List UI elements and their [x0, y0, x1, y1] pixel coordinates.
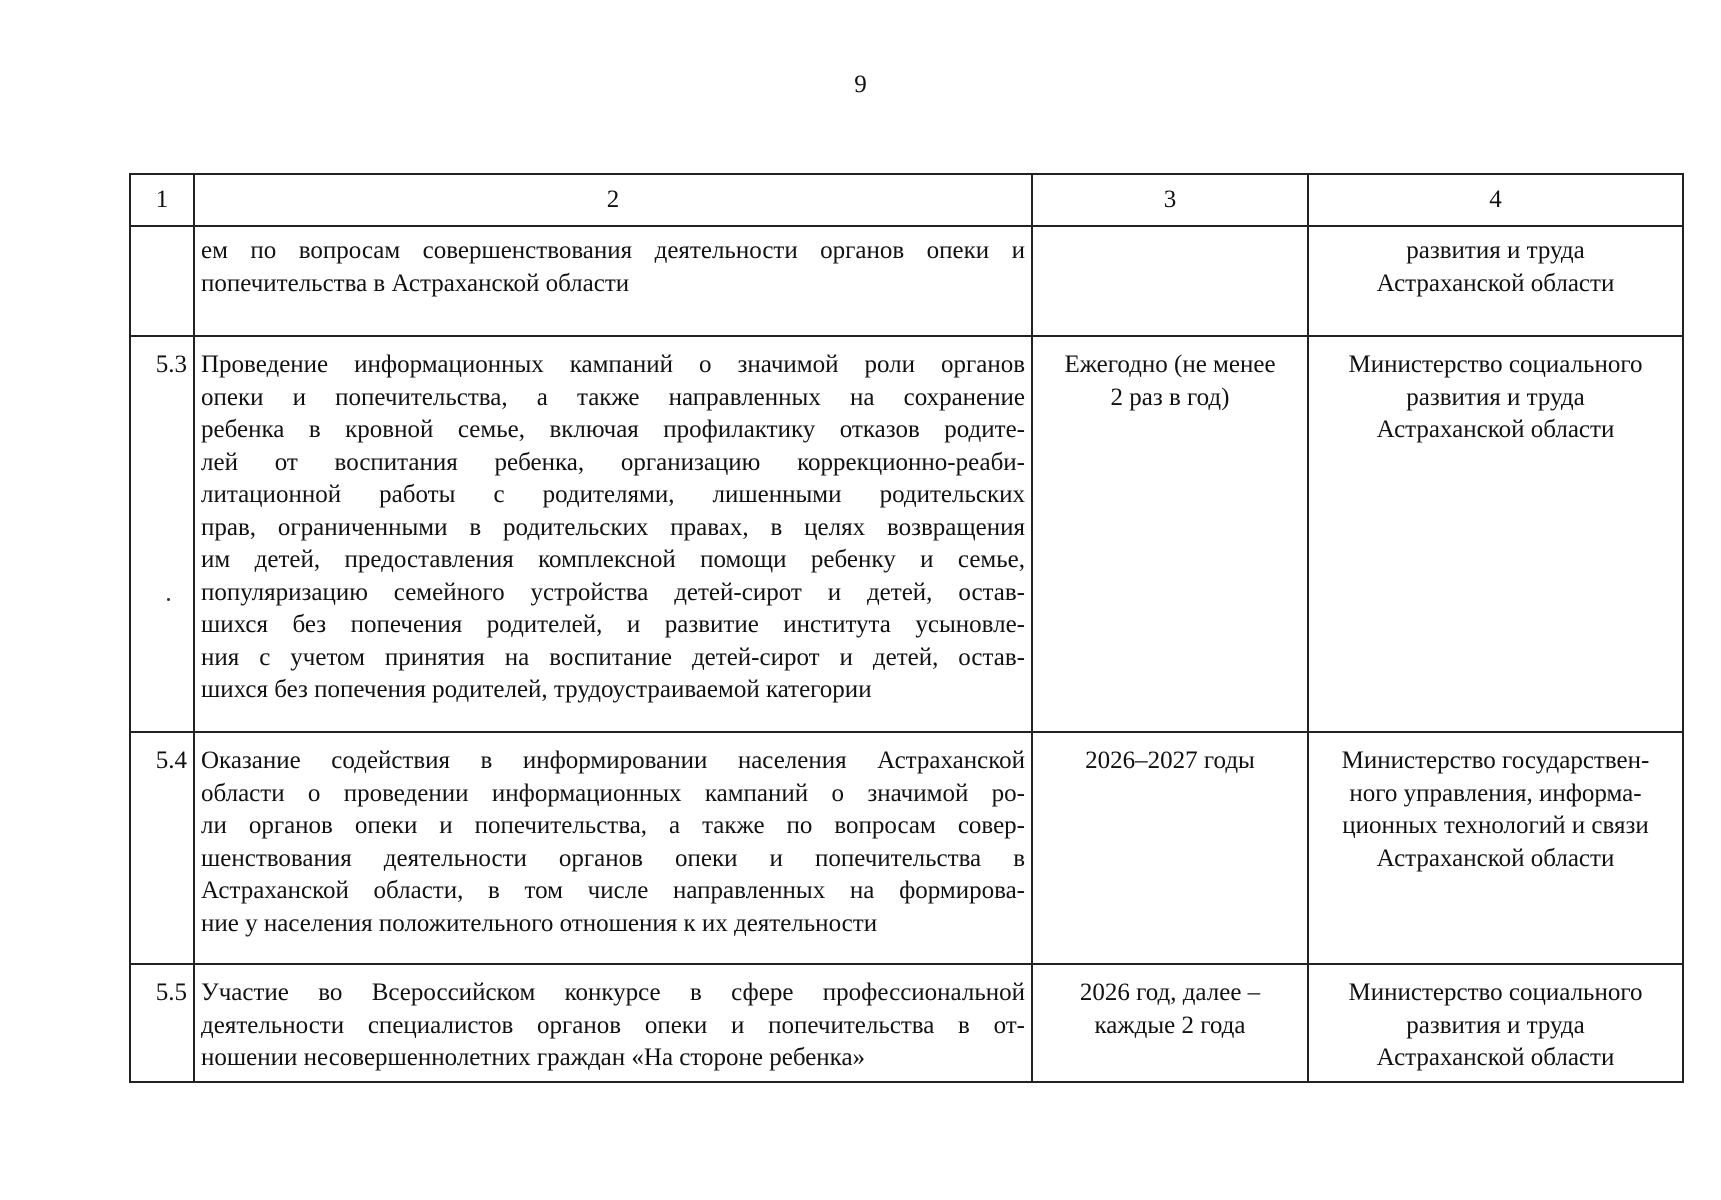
- responsible-line: развития и труда: [1406, 1011, 1585, 1039]
- description-line: Астраханской области, в том числе направленных на формирова-: [201, 877, 1025, 904]
- description-line: ребенка в кровной семье, включая профилактику отказов родите-: [201, 416, 1025, 443]
- row-responsible: [1308, 964, 1683, 1082]
- responsible-line: Министерство социального: [1348, 351, 1643, 378]
- term-line: Ежегодно (не менее: [1064, 351, 1276, 378]
- description-line: литационной работы с родителями, лишенными родительских: [201, 481, 1025, 508]
- description-line: попечительства в Астраханской области: [201, 269, 630, 297]
- term-line: 2 раз в год): [1110, 383, 1230, 411]
- responsible-line: ного управления, информа-: [1349, 779, 1642, 807]
- row-description: [194, 732, 1032, 964]
- responsible-line: ционных технологий и связи: [1342, 812, 1649, 839]
- description-line: Проведение информационных кампаний о значимой роли органов: [201, 351, 1025, 378]
- term-line: 2026 год, далее –: [1079, 979, 1261, 1006]
- term-line: каждые 2 года: [1094, 1011, 1246, 1039]
- column-header-description: 2: [194, 174, 1032, 226]
- description-line: опеки и попечительства, а также направленных на сохранение: [201, 383, 1025, 411]
- description-line: лей от воспитания ребенка, организацию коррекционно-реаби-: [201, 448, 1025, 476]
- term-line: 2026–2027 годы: [1085, 747, 1255, 774]
- table-row-5-5: [130, 964, 1683, 1082]
- responsible-line: развития и труда: [1406, 383, 1585, 411]
- scan-speck: [167, 598, 170, 601]
- row-responsible: [1308, 732, 1683, 964]
- column-header-term: 3: [1032, 174, 1308, 226]
- description-line: популяризацию семейного устройства детей-сирот и детей, остав-: [201, 578, 1025, 606]
- responsible-line: развития и труда: [1406, 237, 1585, 264]
- description-line: шихся без попечения родителей, и развитие института усыновле-: [201, 611, 1025, 638]
- row-number: [130, 226, 194, 336]
- description-line: области о проведении информационных кампаний о значимой ро-: [201, 779, 1025, 807]
- responsible-line: Министерство государствен-: [1341, 747, 1650, 774]
- column-header-number: 1: [130, 174, 194, 226]
- column-header-responsible: 4: [1308, 174, 1683, 226]
- responsible-line: Министерство социального: [1348, 979, 1643, 1006]
- responsible-line: Астраханской области: [1376, 844, 1615, 872]
- table-header-row: [130, 174, 1683, 226]
- row-term: [1032, 964, 1308, 1082]
- row-description: [194, 336, 1032, 732]
- row-number: 5.3: [130, 336, 194, 732]
- description-line: ем по вопросам совершенствования деятельности органов опеки и: [201, 237, 1025, 264]
- row-description: [194, 226, 1032, 336]
- row-description: [194, 964, 1032, 1082]
- description-line: им детей, предоставления комплексной помощи ребенку и семье,: [201, 546, 1025, 573]
- row-responsible: [1308, 226, 1683, 336]
- description-line: деятельности специалистов органов опеки и попечительства в от-: [201, 1011, 1025, 1039]
- row-term: [1032, 732, 1308, 964]
- row-term: [1032, 226, 1308, 336]
- description-line: Оказание содействия в информировании населения Астраханской: [201, 747, 1025, 774]
- description-line: шихся без попечения родителей, трудоустраиваемой категории: [201, 676, 872, 703]
- description-line: ние у населения положительного отношения к их деятельности: [201, 909, 878, 937]
- responsible-line: Астраханской области: [1376, 416, 1615, 443]
- description-line: ношении несовершеннолетних граждан «На стороне ребенка»: [201, 1044, 866, 1071]
- row-term: [1032, 336, 1308, 732]
- table-row-5-3: [130, 336, 1683, 732]
- table-row-continuation: [130, 226, 1683, 336]
- row-responsible: [1308, 336, 1683, 732]
- table-row-5-4: [130, 732, 1683, 964]
- description-line: прав, ограниченными в родительских правах, в целях возвращения: [201, 513, 1025, 541]
- responsible-line: Астраханской области: [1376, 269, 1615, 297]
- description-line: Участие во Всероссийском конкурсе в сфере профессиональной: [201, 979, 1025, 1006]
- description-line: шенствования деятельности органов опеки и попечительства в: [201, 844, 1025, 872]
- row-number: 5.4: [130, 732, 194, 964]
- description-line: ния с учетом принятия на воспитание детей-сирот и детей, остав-: [201, 643, 1025, 671]
- plan-table: [129, 173, 1684, 1083]
- page-number: 9: [854, 71, 867, 98]
- row-number: 5.5: [130, 964, 194, 1082]
- description-line: ли органов опеки и попечительства, а также по вопросам совер-: [201, 812, 1025, 839]
- responsible-line: Астраханской области: [1376, 1044, 1615, 1071]
